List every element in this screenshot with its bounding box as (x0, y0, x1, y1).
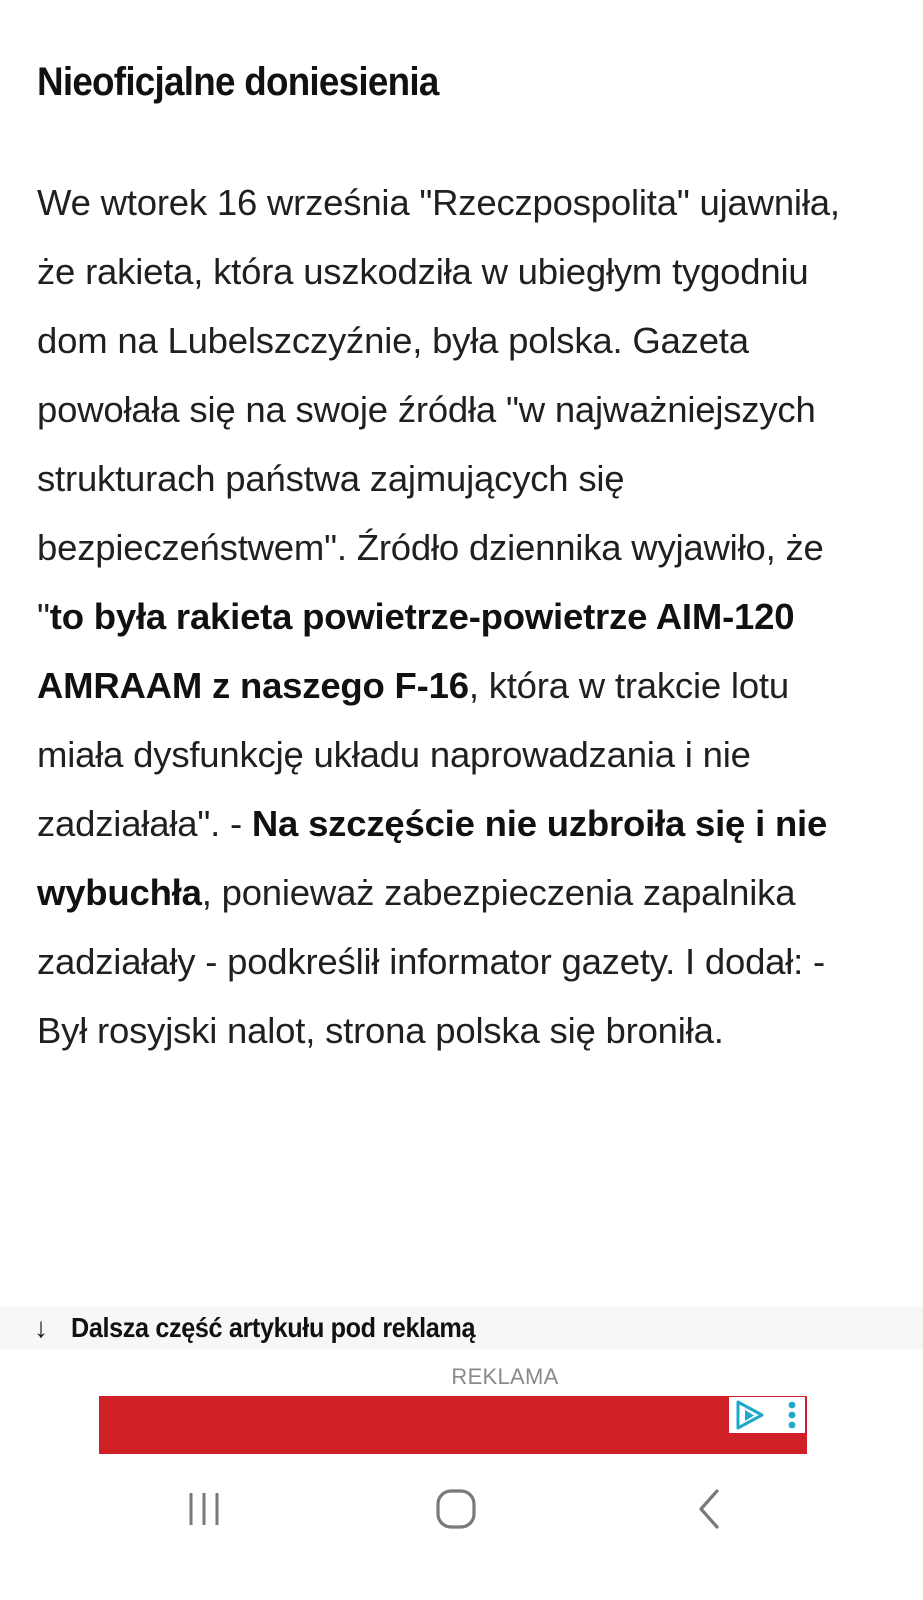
recent-apps-button[interactable] (144, 1456, 264, 1566)
section-heading: Nieoficjalne doniesienia (37, 60, 439, 104)
system-navigation-bar (0, 1456, 923, 1600)
back-icon (695, 1487, 725, 1536)
arrow-down-icon: ↓ (34, 1312, 48, 1343)
ad-banner[interactable] (99, 1396, 807, 1454)
continue-below-ad-notice (0, 1306, 923, 1350)
adchoices-icon[interactable] (729, 1398, 769, 1432)
ad-label: REKLAMA (451, 1364, 559, 1389)
paragraph-segment: We wtorek 16 września "Rzeczpospolita" ujawniła, że rakieta, która uszkodziła w ubiegłym tygodniu dom na Lubelszczyźnie, była polska. Gazeta powołała się na swoje źródła "w najważniejszych strukturach państwa zajmujących się bezpieczeństwem". Źródło dziennika wyjawiło, że " (37, 182, 840, 637)
paragraph-segment: , która w trakcie lotu miała dysfunkcję układu naprowadzania i nie zadziałała". - (37, 665, 789, 844)
paragraph-segment-bold: Na szczęście nie uzbroiła się i nie wybuchła (37, 803, 828, 913)
back-button[interactable] (650, 1456, 770, 1566)
article-paragraph (37, 168, 869, 1065)
ad-choices-box[interactable] (729, 1397, 805, 1433)
home-icon (434, 1487, 478, 1536)
continue-below-ad-label: Dalsza część artykułu pod reklamą (71, 1312, 476, 1343)
paragraph-segment-bold: to była rakieta powietrze-powietrze AIM-120 AMRAAM z naszego F-16 (37, 596, 795, 706)
home-button[interactable] (396, 1456, 516, 1566)
recent-apps-icon (184, 1489, 224, 1534)
kebab-menu-icon[interactable] (779, 1398, 805, 1432)
paragraph-segment: , ponieważ zabezpieczenia zapalnika zadziałały - podkreślił informator gazety. I dodał: - Był rosyjski nalot, strona polska się broniła. (37, 872, 826, 1051)
